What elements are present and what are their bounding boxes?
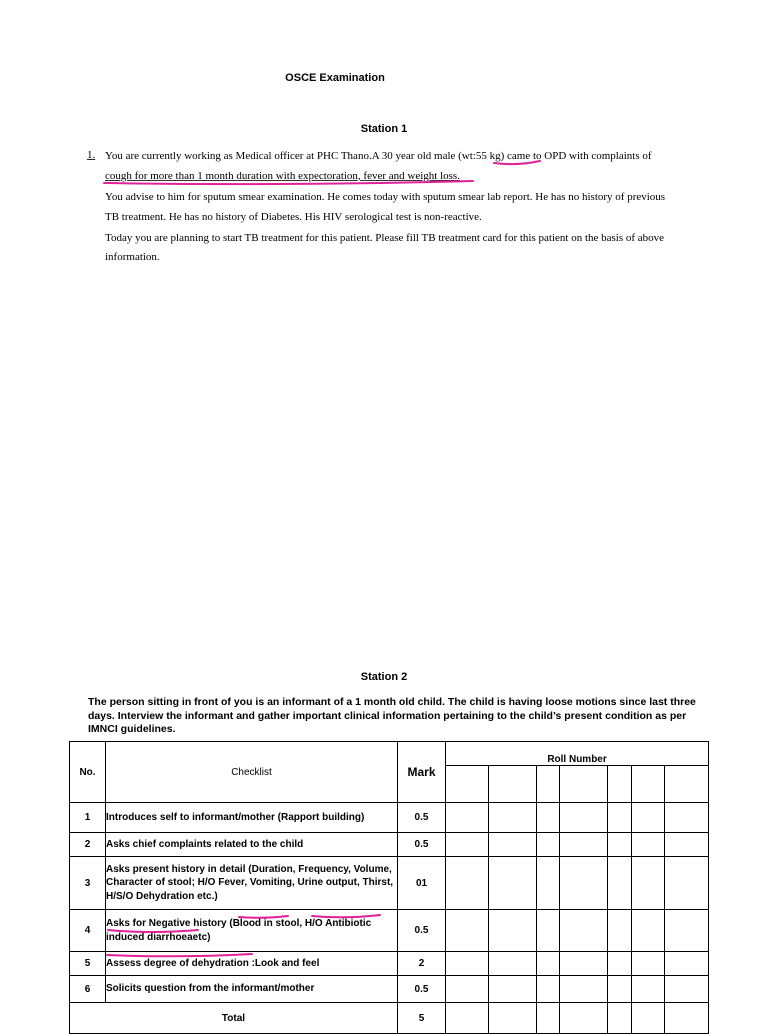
roll-cell[interactable] (489, 833, 537, 857)
header-checklist: Checklist (106, 742, 398, 803)
roll-cell[interactable] (632, 857, 665, 910)
row-number: 3 (70, 857, 106, 910)
row-mark: 0.5 (398, 803, 446, 833)
row-number: 2 (70, 833, 106, 857)
total-label: Total (70, 1003, 398, 1034)
checklist-item: Introduces self to informant/mother (Rapport building) (106, 803, 398, 833)
roll-cell[interactable] (489, 910, 537, 952)
roll-cell[interactable] (632, 833, 665, 857)
row-mark: 2 (398, 952, 446, 976)
row-mark: 0.5 (398, 833, 446, 857)
roll-cell[interactable] (560, 976, 608, 1003)
roll-cell[interactable] (446, 976, 489, 1003)
roll-cell[interactable] (608, 976, 632, 1003)
roll-cell[interactable] (537, 976, 560, 1003)
roll-cell[interactable] (632, 910, 665, 952)
table-row (70, 833, 709, 857)
checklist-item: Asks present history in detail (Duration, Frequency, Volume, Character of stool; H/O Fever, Vomiting, Urine output, Thirst, H/S/O Dehydration etc.) (106, 857, 398, 910)
total-row (70, 1003, 709, 1034)
roll-cell[interactable] (489, 857, 537, 910)
header-mark: Mark (398, 742, 446, 803)
roll-cell[interactable] (489, 976, 537, 1003)
roll-cell[interactable] (537, 857, 560, 910)
roll-cell[interactable] (446, 857, 489, 910)
roll-cell[interactable] (665, 766, 709, 803)
roll-cell[interactable] (665, 1003, 709, 1034)
station-1-line-2: cough for more than 1 month duration with expectoration, fever and weight loss. (105, 170, 460, 182)
roll-cell[interactable] (608, 910, 632, 952)
table-row (70, 976, 709, 1003)
roll-cell[interactable] (489, 1003, 537, 1034)
station-2-intro: The person sitting in front of you is an informant of a 1 month old child. The child is having loose motions since last three days. Interview the informant and gather important clinical information pertaining to the child’s present condition as per IMNCI guidelines. (88, 696, 696, 735)
station-1-line-4: TB treatment. He has no history of Diabetes. His HIV serological test is non-reactive. (105, 211, 482, 223)
row-number: 1 (70, 803, 106, 833)
checklist-table (69, 741, 709, 1034)
roll-cell[interactable] (608, 833, 632, 857)
roll-cell[interactable] (446, 803, 489, 833)
roll-cell[interactable] (632, 952, 665, 976)
roll-cell[interactable] (665, 976, 709, 1003)
checklist-item: Asks for Negative history (Blood in stool, H/O Antibiotic induced diarrhoeaetc) (106, 910, 398, 952)
row-number: 5 (70, 952, 106, 976)
roll-cell[interactable] (632, 1003, 665, 1034)
roll-cell[interactable] (537, 1003, 560, 1034)
roll-cell[interactable] (632, 976, 665, 1003)
header-roll-number: Roll Number (446, 742, 709, 766)
roll-cell[interactable] (665, 910, 709, 952)
roll-cell[interactable] (665, 857, 709, 910)
roll-cell[interactable] (537, 910, 560, 952)
row-mark: 01 (398, 857, 446, 910)
roll-cell[interactable] (608, 857, 632, 910)
roll-cell[interactable] (560, 803, 608, 833)
station-1-heading: Station 1 (360, 123, 408, 135)
checklist-item: Asks chief complaints related to the child (106, 833, 398, 857)
roll-cell[interactable] (608, 952, 632, 976)
station-2-heading: Station 2 (360, 671, 408, 683)
roll-cell[interactable] (560, 833, 608, 857)
roll-cell[interactable] (446, 766, 489, 803)
roll-cell[interactable] (608, 1003, 632, 1034)
roll-cell[interactable] (665, 952, 709, 976)
roll-cell[interactable] (537, 952, 560, 976)
roll-cell[interactable] (489, 766, 537, 803)
roll-cell[interactable] (632, 766, 665, 803)
station-1-line-6: information. (105, 251, 160, 263)
table-row (70, 857, 709, 910)
roll-cell[interactable] (560, 910, 608, 952)
roll-cell[interactable] (446, 833, 489, 857)
station-1-line-5: Today you are planning to start TB treatment for this patient. Please fill TB treatment card for this patient on the basis of above (105, 232, 665, 244)
header-no: No. (70, 742, 106, 803)
roll-cell[interactable] (446, 1003, 489, 1034)
roll-cell[interactable] (560, 766, 608, 803)
roll-cell[interactable] (446, 952, 489, 976)
roll-cell[interactable] (537, 766, 560, 803)
row-mark: 0.5 (398, 976, 446, 1003)
table-row (70, 952, 709, 976)
row-number: 4 (70, 910, 106, 952)
roll-cell[interactable] (560, 952, 608, 976)
roll-cell[interactable] (608, 803, 632, 833)
roll-cell[interactable] (489, 952, 537, 976)
row-number: 6 (70, 976, 106, 1003)
checklist-item: Assess degree of dehydration :Look and feel (106, 952, 398, 976)
roll-cell[interactable] (608, 766, 632, 803)
page-title: OSCE Examination (285, 72, 385, 84)
roll-cell[interactable] (537, 833, 560, 857)
roll-cell[interactable] (665, 833, 709, 857)
table-row (70, 910, 709, 952)
checklist-item: Solicits question from the informant/mother (106, 976, 398, 1003)
roll-cell[interactable] (489, 803, 537, 833)
roll-cell[interactable] (560, 1003, 608, 1034)
question-number: 1. (87, 149, 96, 161)
roll-cell[interactable] (560, 857, 608, 910)
station-1-line-1: You are currently working as Medical officer at PHC Thano.A 30 year old male (wt:55 kg) came to OPD with complaints of (105, 150, 652, 162)
total-value: 5 (398, 1003, 446, 1034)
table-row (70, 803, 709, 833)
station-1-line-3: You advise to him for sputum smear examination. He comes today with sputum smear lab report. He has no history of previous (105, 191, 666, 203)
roll-cell[interactable] (446, 910, 489, 952)
roll-cell[interactable] (632, 803, 665, 833)
roll-cell[interactable] (537, 803, 560, 833)
roll-cell[interactable] (665, 803, 709, 833)
row-mark: 0.5 (398, 910, 446, 952)
